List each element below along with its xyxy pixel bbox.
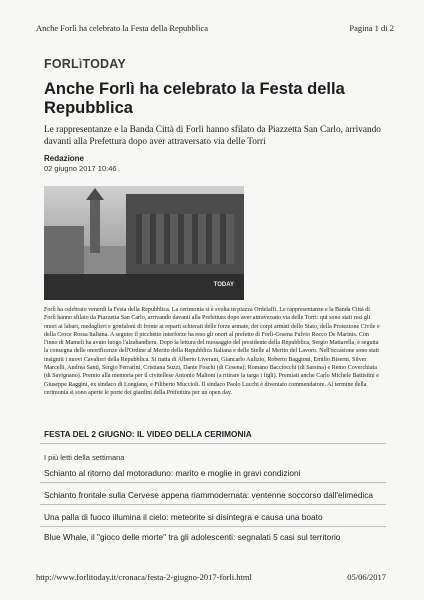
logo-part-1: FORL [44, 57, 79, 71]
most-read-link[interactable]: Blue Whale, il "gioco delle morte" tra gli adolescenti: segnalati 5 casi sul territorio [44, 532, 341, 542]
article-title: Anche Forlì ha celebrato la Festa della Repubblica [44, 80, 345, 117]
print-footer-url: http://www.forlitoday.it/cronaca/festa-2-giugno-2017-forli.html [36, 572, 252, 582]
article-photo[interactable] [44, 186, 244, 300]
print-header-title: Anche Forlì ha celebrato la Festa della Repubblica [36, 23, 209, 33]
print-footer-date: 05/06/2017 [347, 572, 386, 582]
photo-windows [136, 214, 234, 264]
article-subtitle: Le rappresentanze e la Banda Città di Forlì hanno sfilato da Piazzetta San Carlo, arrivando davanti alla Prefettura dopo aver attraversato via delle Torri [44, 125, 381, 147]
print-header-page-number: Pagina 1 di 2 [349, 23, 394, 33]
photo-watermark: TODAY [213, 282, 234, 288]
most-read-link[interactable]: Una palla di fuoco illumina il cielo: meteorite si disintegra e causa una boato [44, 512, 323, 522]
article-date: 02 giugno 2017 10:46 [44, 164, 117, 173]
article-body: Forlì ha celebrato venerdì la Festa della Repubblica. La cerimonia si è svolta in piazza Ordelaffi. Le rappresentanze e la Banda Città di Forlì hanno sfilato da Piazzetta San Carlo, arrivando davanti alla Prefettura dopo aver attraversato via delle Torri: qui sono stati resi gli onori ai labari, medaglieri e gonfaloni di fronte ai reparti schierati delle forze armate, dei corpi armati dello Stato, della Protezione Civile e della Croce Rossa Italiana. A seguire il picchetto interforze ha reso gli onori al prefetto di Forlì-Cesena Fulvio Rocco De Marinis. Con l'inno di Mameli ha avuto luogo l'alzabandiera. Dopo la lettura del messaggio del presidente della Repubblica, Sergio Mattarella, è seguita la consegna delle onorificenze dell'Ordine al Merito della Repubblica Italiana e delle Stelle al Merito del Lavoro. Nell'occasione sono stati insigniti i nuovi Cavalieri della Repubblica. Si tratta di Alberto Liverani, Giancarlo Aulizio, Roberto Baggioni, Emilio Biserni, Silver Marcelli, Andrea Santi, Sergio Ferrarini, Cristiana Suzzi, Dante Foschi (di Cesena); Romano Bacciocchi (di Sarsina) e Remo Coverchiata (di Savignano). Premio alla memoria per il civitellese Antonio Maltoni (a ritirare la targa i figli). Premiati anche Carlo Michele Battistini e Giuseppe Raggini, ex sindaco di Longiano, e Filiberto Muccioli. Il sindaco Paolo Lucchi è diventato commendatore. Al termine della cerimonia si sono aperte le porte dei giardini della Prefettura per un open day. [44, 307, 380, 396]
most-read-heading: I più letti della settimana [44, 453, 125, 462]
logo-part-3: TODAY [82, 57, 126, 71]
photo-bell-tower [90, 198, 100, 253]
logo-part-2: ì [78, 57, 83, 71]
divider [40, 443, 386, 444]
most-read-link[interactable]: Schianto frontale sulla Cervese appena riammodernata: ventenne soccorso dall'elimedica [44, 490, 374, 500]
divider [40, 526, 386, 527]
video-section-heading[interactable]: FESTA DEL 2 GIUGNO: IL VIDEO DELLA CERIMONIA [44, 429, 252, 439]
divider [40, 504, 386, 505]
most-read-link[interactable]: Schianto al ritorno dal motoraduno: marito e moglie in gravi condizioni [44, 468, 301, 478]
article-author[interactable]: Redazione [44, 154, 85, 163]
site-logo[interactable] [44, 57, 126, 71]
divider [40, 482, 386, 483]
